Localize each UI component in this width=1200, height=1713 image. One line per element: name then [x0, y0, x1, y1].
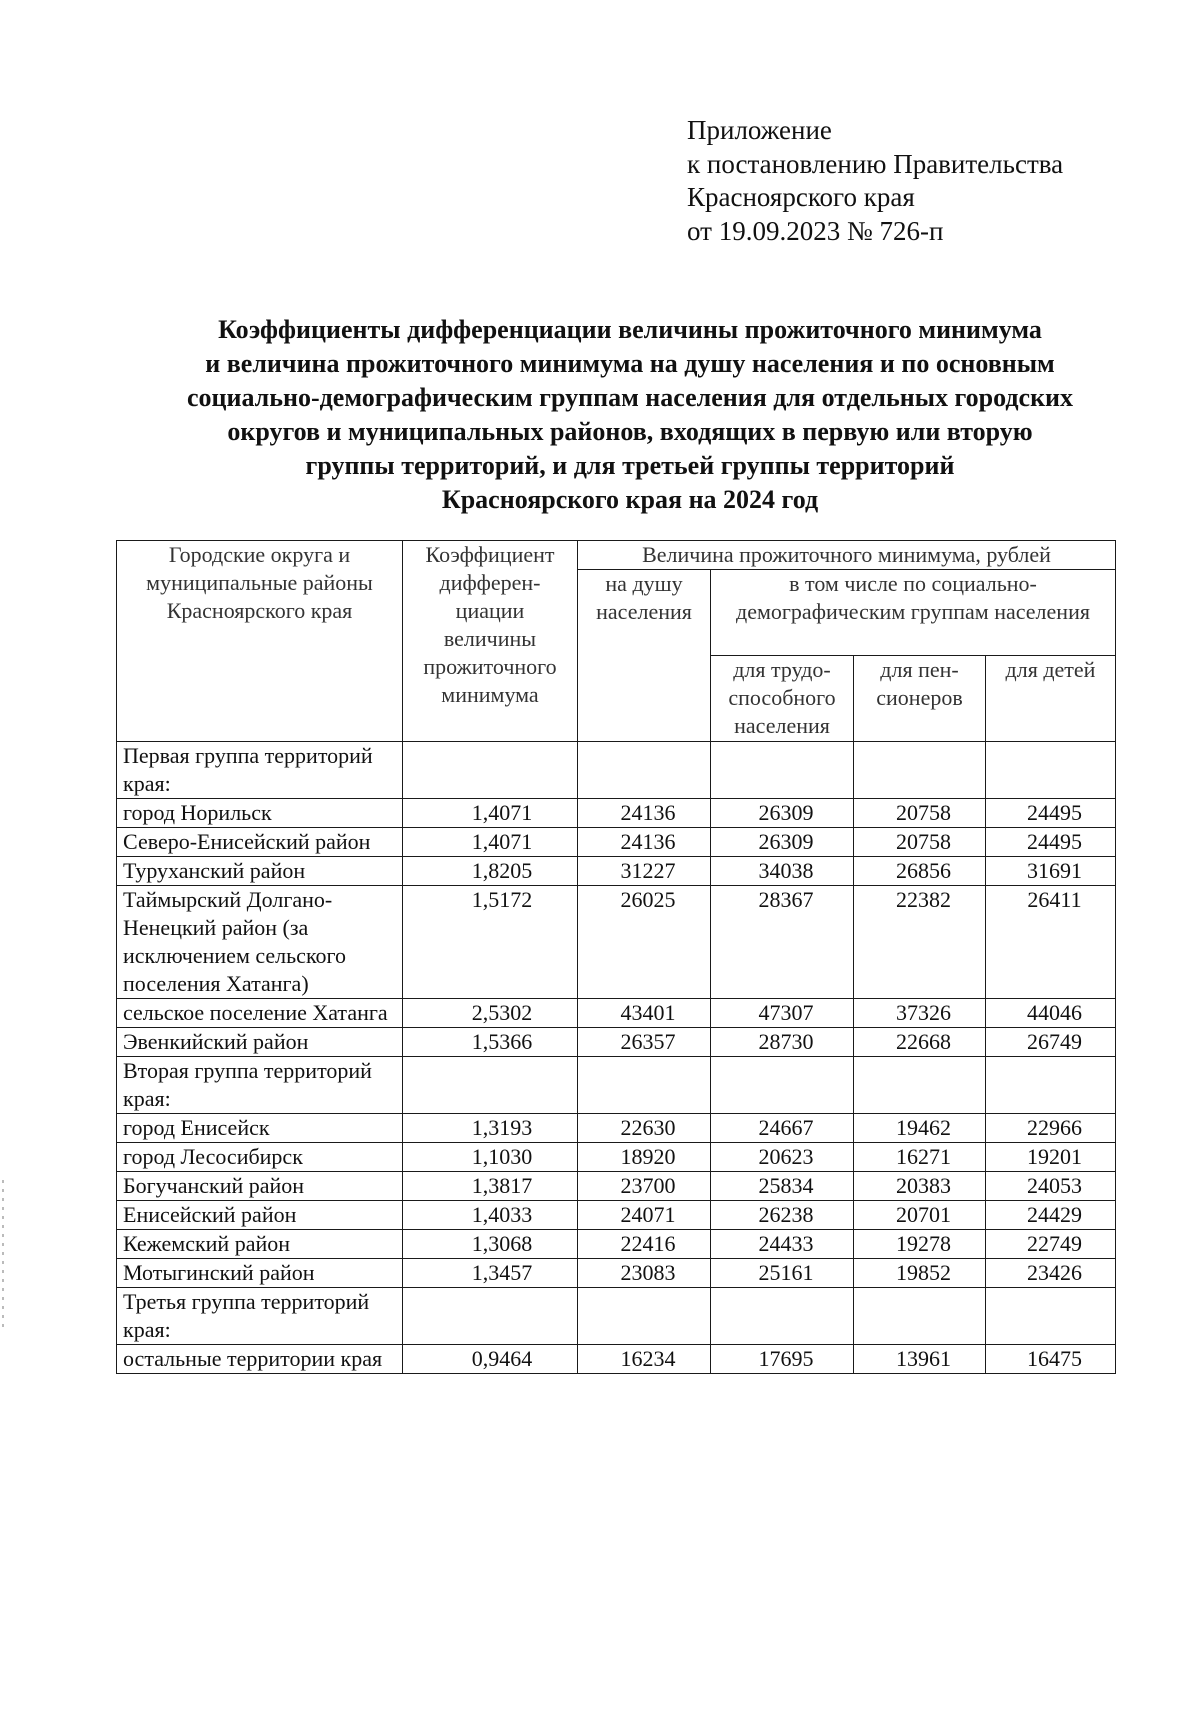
cell-territory: Мотыгинский район	[117, 1259, 403, 1288]
appendix-line: к постановлению Правительства	[687, 148, 1064, 179]
cell-territory: Эвенкийский район	[117, 1028, 403, 1057]
cell-children: 24495	[986, 828, 1116, 857]
cell-coefficient: 1,4071	[403, 799, 578, 828]
cell-working: 28367	[711, 886, 854, 999]
table-body	[117, 742, 1116, 1374]
cell-coefficient: 1,4071	[403, 828, 578, 857]
cell-children: 24495	[986, 799, 1116, 828]
cell-children: 19201	[986, 1143, 1116, 1172]
header-subsistence: Величина прожиточного минимума, рублей	[578, 541, 1116, 570]
cell-coefficient: 1,3068	[403, 1230, 578, 1259]
cell-pensioners: 20758	[854, 799, 986, 828]
cell-children	[986, 1057, 1116, 1114]
cell-coefficient: 1,5366	[403, 1028, 578, 1057]
cell-children: 26411	[986, 886, 1116, 999]
header-per-capita: на душу населения	[578, 570, 711, 742]
cell-pensioners: 19462	[854, 1114, 986, 1143]
cell-territory: Вторая группа территорий края:	[117, 1057, 403, 1114]
header-territory: Городские округа и муниципальные районы Красноярского края	[117, 541, 403, 742]
table-row	[117, 857, 1116, 886]
header-pensioners: для пен-сионеров	[854, 656, 986, 742]
title-line: социально-демографическим группам населения для отдельных городских	[186, 383, 1074, 412]
cell-children	[986, 742, 1116, 799]
cell-pensioners: 19278	[854, 1230, 986, 1259]
table-row	[117, 1057, 1116, 1114]
cell-working: 26309	[711, 799, 854, 828]
table-row	[117, 999, 1116, 1028]
cell-children	[986, 1288, 1116, 1345]
cell-per-capita: 26025	[578, 886, 711, 999]
cell-per-capita: 16234	[578, 1345, 711, 1374]
title-line: округов и муниципальных районов, входящих в первую или вторую	[227, 417, 1033, 446]
table-row	[117, 1172, 1116, 1201]
cell-territory: сельское поселение Хатанга	[117, 999, 403, 1028]
cell-per-capita: 24136	[578, 828, 711, 857]
cell-territory: Таймырский Долгано-Ненецкий район (за исключением сельского поселения Хатанга)	[117, 886, 403, 999]
table-row	[117, 1230, 1116, 1259]
cell-per-capita: 24071	[578, 1201, 711, 1230]
cell-coefficient	[403, 1057, 578, 1114]
cell-working: 25161	[711, 1259, 854, 1288]
cell-territory: Богучанский район	[117, 1172, 403, 1201]
cell-pensioners: 37326	[854, 999, 986, 1028]
cell-coefficient	[403, 1288, 578, 1345]
cell-per-capita	[578, 742, 711, 799]
cell-pensioners: 19852	[854, 1259, 986, 1288]
cell-territory: Енисейский район	[117, 1201, 403, 1230]
appendix-block	[687, 114, 1063, 248]
cell-per-capita: 22416	[578, 1230, 711, 1259]
cell-territory: Кежемский район	[117, 1230, 403, 1259]
cell-coefficient	[403, 742, 578, 799]
cell-pensioners: 13961	[854, 1345, 986, 1374]
cell-coefficient: 1,1030	[403, 1143, 578, 1172]
cell-coefficient: 0,9464	[403, 1345, 578, 1374]
cell-working: 26309	[711, 828, 854, 857]
cell-territory: остальные территории края	[117, 1345, 403, 1374]
cell-per-capita: 23083	[578, 1259, 711, 1288]
cell-coefficient: 1,5172	[403, 886, 578, 999]
cell-territory: город Лесосибирск	[117, 1143, 403, 1172]
cell-pensioners: 26856	[854, 857, 986, 886]
cell-pensioners: 20383	[854, 1172, 986, 1201]
cell-territory: город Енисейск	[117, 1114, 403, 1143]
cell-children: 31691	[986, 857, 1116, 886]
header-working: для трудо-способного населения	[711, 656, 854, 742]
cell-per-capita	[578, 1288, 711, 1345]
cell-territory: Первая группа территорий края:	[117, 742, 403, 799]
cell-children: 22966	[986, 1114, 1116, 1143]
cell-per-capita	[578, 1057, 711, 1114]
cell-territory: Северо-Енисейский район	[117, 828, 403, 857]
cell-working: 24667	[711, 1114, 854, 1143]
table-row	[117, 886, 1116, 999]
table-row	[117, 1114, 1116, 1143]
table-row	[117, 1143, 1116, 1172]
table-row	[117, 1345, 1116, 1374]
cell-pensioners: 16271	[854, 1143, 986, 1172]
cell-coefficient: 2,5302	[403, 999, 578, 1028]
document-title	[110, 313, 1150, 517]
cell-working	[711, 1288, 854, 1345]
title-line: Красноярского края на 2024 год	[441, 485, 819, 514]
table-row	[117, 742, 1116, 799]
cell-children: 24053	[986, 1172, 1116, 1201]
table-row	[117, 1288, 1116, 1345]
cell-working: 17695	[711, 1345, 854, 1374]
cell-coefficient: 1,3193	[403, 1114, 578, 1143]
cell-working	[711, 1057, 854, 1114]
header-children: для детей	[986, 656, 1116, 742]
cell-per-capita: 18920	[578, 1143, 711, 1172]
cell-children: 23426	[986, 1259, 1116, 1288]
header-by-groups: в том числе по социально-демографическим группам населения	[711, 570, 1116, 656]
cell-working: 26238	[711, 1201, 854, 1230]
table-row	[117, 1259, 1116, 1288]
cell-coefficient: 1,4033	[403, 1201, 578, 1230]
subsistence-table	[116, 540, 1116, 1374]
cell-working: 34038	[711, 857, 854, 886]
cell-territory: город Норильск	[117, 799, 403, 828]
cell-pensioners	[854, 1057, 986, 1114]
cell-territory: Туруханский район	[117, 857, 403, 886]
cell-children: 16475	[986, 1345, 1116, 1374]
cell-children: 26749	[986, 1028, 1116, 1057]
cell-per-capita: 31227	[578, 857, 711, 886]
cell-children: 24429	[986, 1201, 1116, 1230]
cell-pensioners	[854, 1288, 986, 1345]
cell-per-capita: 24136	[578, 799, 711, 828]
appendix-line: Приложение	[687, 115, 832, 145]
cell-working: 25834	[711, 1172, 854, 1201]
cell-pensioners: 22382	[854, 886, 986, 999]
cell-pensioners: 20701	[854, 1201, 986, 1230]
appendix-line: от 19.09.2023 № 726-п	[687, 215, 944, 246]
cell-children: 44046	[986, 999, 1116, 1028]
cell-coefficient: 1,8205	[403, 857, 578, 886]
appendix-line: Красноярского края	[687, 182, 915, 212]
cell-coefficient: 1,3457	[403, 1259, 578, 1288]
cell-working: 28730	[711, 1028, 854, 1057]
cell-pensioners: 20758	[854, 828, 986, 857]
title-line: и величина прожиточного минимума на душу населения и по основным	[205, 349, 1055, 378]
cell-coefficient: 1,3817	[403, 1172, 578, 1201]
cell-pensioners	[854, 742, 986, 799]
scan-edge-mark	[2, 1180, 4, 1330]
table-row	[117, 828, 1116, 857]
table-row	[117, 1028, 1116, 1057]
cell-children: 22749	[986, 1230, 1116, 1259]
cell-per-capita: 26357	[578, 1028, 711, 1057]
title-line: Коэффициенты дифференциации величины прожиточного минимума	[218, 315, 1042, 344]
cell-pensioners: 22668	[854, 1028, 986, 1057]
cell-per-capita: 23700	[578, 1172, 711, 1201]
table-row	[117, 799, 1116, 828]
cell-working	[711, 742, 854, 799]
title-line: группы территорий, и для третьей группы территорий	[305, 451, 955, 480]
table-row	[117, 1201, 1116, 1230]
cell-working: 20623	[711, 1143, 854, 1172]
cell-working: 47307	[711, 999, 854, 1028]
cell-per-capita: 43401	[578, 999, 711, 1028]
header-coefficient: Коэффициент дифферен-циации величины прожиточного минимума	[403, 541, 578, 742]
cell-working: 24433	[711, 1230, 854, 1259]
cell-per-capita: 22630	[578, 1114, 711, 1143]
cell-territory: Третья группа территорий края:	[117, 1288, 403, 1345]
